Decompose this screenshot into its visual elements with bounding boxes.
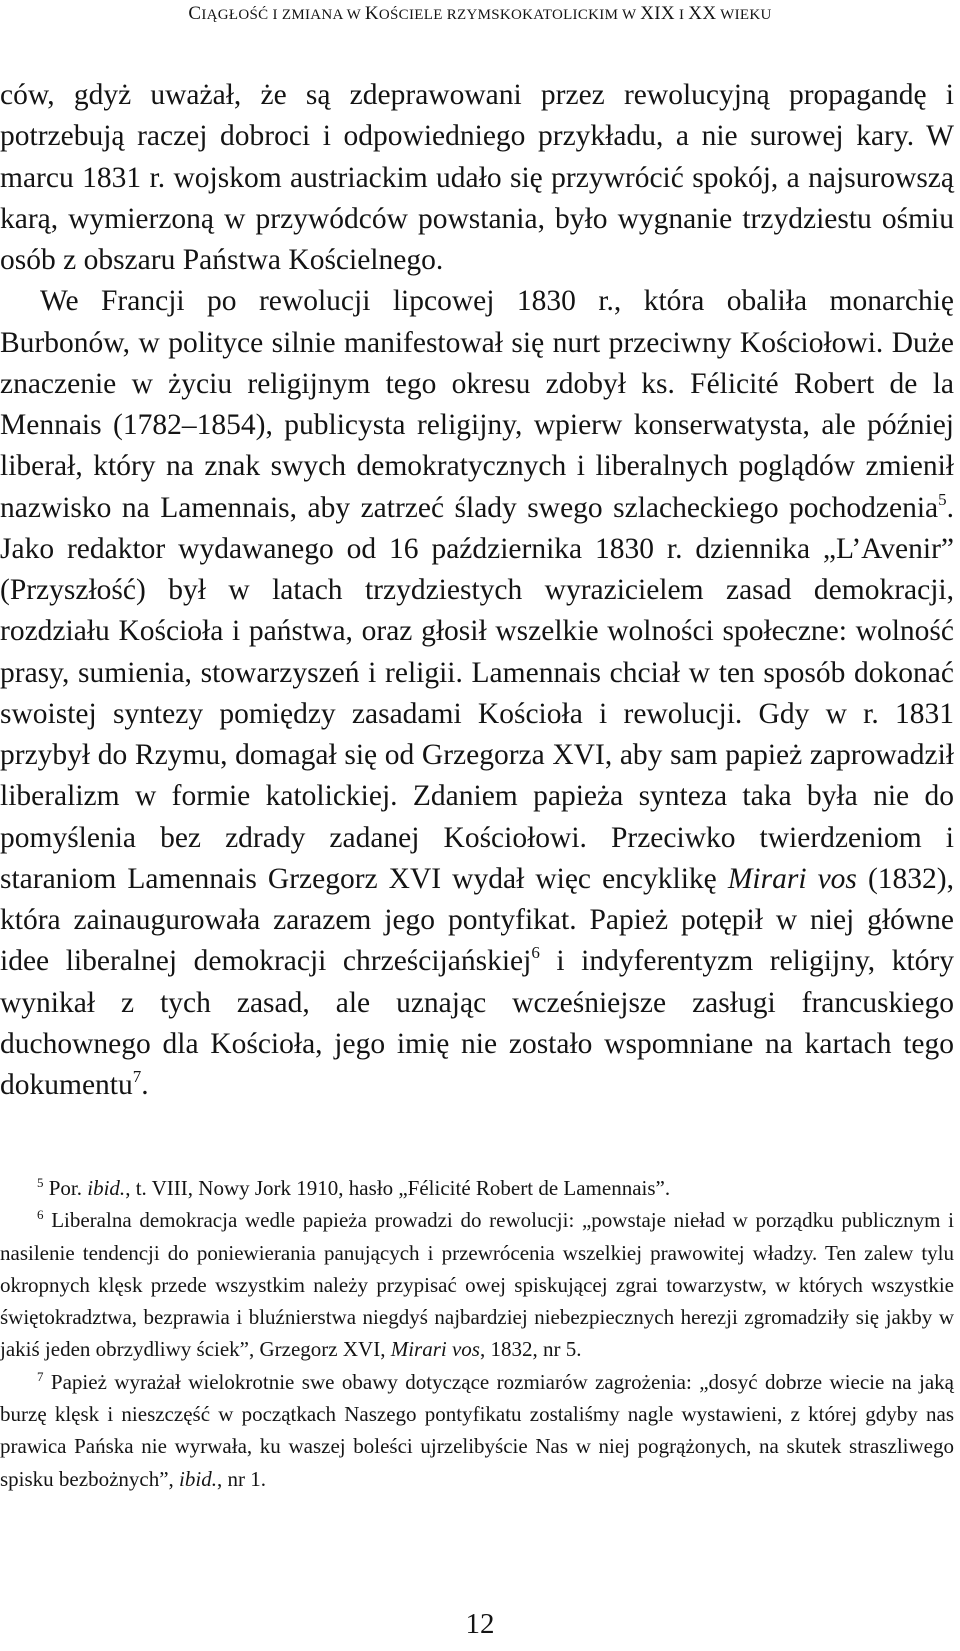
footnote [0, 1204, 954, 1365]
body-paragraph [0, 281, 954, 1106]
header-title-part: XIX [640, 3, 675, 24]
running-header [0, 0, 960, 29]
main-text [0, 75, 954, 1106]
header-title-part: I [674, 7, 689, 23]
italic-text: Mirari vos [390, 1337, 480, 1362]
footnote [0, 1366, 954, 1495]
footnotes [0, 1172, 954, 1495]
text-run: (1832), która zainaugurowała zarazem jego pontyfikat. Papież potępił w niej główne idee liberalnej demokracji chrześcijańskiej [0, 862, 955, 978]
text-run: i indyferentyzm religijny, który wynikał z tych zasad, ale uznając wcześniejsze zasługi francuskiego duchownego dla Kościoła, jego imię nie zostało wspomniane na kartach tego dokumentu [0, 945, 954, 1101]
footnote-reference: 7 [37, 1368, 44, 1384]
italic-text: ibid. [87, 1176, 126, 1200]
text-run: Liberalna demokracja wedle papieża prowadzi do rewolucji: „powstaje nieład w porządku publicznym i nasilenie tendencji do poniewierania panujących i przewrócenia wszelkiej prawowitej władzy. Ten zalew tylu okropnych klęsk przede wszystkim należy przypisać owej spiskującej zgrai towarzystw, w których wszystkie świętokradztwa, bezprawia i bluźnierstwa niegdyś najbardziej niebezpiecznych herezji zgromadziły się jakby w jakiś jeden obrzydliwy ściek”, Grzegorz XVI, [0, 1208, 954, 1362]
text-run: , nr 1. [216, 1466, 266, 1491]
text-run: ców, gdyż uważał, że są zdeprawowani przez rewolucyjną propagandę i potrzebują raczej dobroci i odpowiedniego przykładu, a nie surowej kary. W marcu 1831 r. wojskom austriackim udało się przywrócić spokój, a najsurowszą karą, wymierzoną w przywódców powstania, było wygnanie trzydziestu ośmiu osób z obszaru Państwa Kościelnego. [0, 79, 954, 276]
header-title-part: C [188, 3, 202, 24]
body-paragraph [0, 75, 954, 281]
text-run: , t. VIII, Nowy Jork 1910, hasło „Félicité Robert de Lamennais”. [125, 1176, 671, 1200]
text-run: , 1832, nr 5. [479, 1337, 582, 1362]
footnote [0, 1172, 954, 1204]
footnote-reference: 6 [531, 943, 540, 963]
italic-text: Mirari vos [727, 862, 857, 895]
text-run: Por. [43, 1176, 88, 1200]
footnote-reference: 6 [37, 1207, 44, 1223]
header-title-part: XX [688, 3, 717, 24]
text-run: Papież wyrażał wielokrotnie swe obawy dotyczące rozmiarów zagrożenia: „dosyć dobrze wiecie na jaką burzę klęsk i nieszczęść w początkach Naszego pontyfikatu zostaliśmy nagle wystawieni, z której gdyby nas prawica Pańska nie wyrwała, ku waszej boleści ujrzelibyście Nas w niej pogrążonych, na skutek straszliwego spisku bezbożnych”, [0, 1369, 954, 1491]
header-title-part: IĄGŁOŚĆ I ZMIANA W [201, 7, 365, 23]
header-title-part: WIEKU [716, 7, 772, 23]
header-title-part: OŚCIELE RZYMSKOKATOLICKIM W [378, 7, 641, 23]
footnote-reference: 7 [132, 1067, 142, 1086]
page-number: 12 [465, 1608, 495, 1640]
text-run: . [141, 1069, 149, 1101]
footnote-reference: 5 [37, 1175, 44, 1190]
footnote-reference: 5 [938, 489, 947, 509]
text-run: . Jako redaktor wydawanego od 16 października 1830 r. dziennika „L’Avenir” (Przyszłość) był w latach trzydziestych wyrazicielem zasad demokracji, rozdziału Kościoła i państwa, oraz głosił wszelkie wolności społeczne: wolność prasy, sumienia, stowarzyszeń i religii. Lamennais chciał w ten sposób dokonać swoistej syntezy pomiędzy zasadami Kościoła i rewolucji. Gdy w r. 1831 przybył do Rzymu, domagał się od Grzegorza XVI, aby sam papież zaprowadził liberalizm w formie katolickiej. Zdaniem papieża synteza taka była nie do pomyślenia bez zdrady zadanej Kościołowi. Przeciwko twierdzeniom i staraniom Lamennais Grzegorz XVI wydał więc encyklikę [0, 491, 954, 895]
italic-text: ibid. [179, 1466, 217, 1491]
text-run: We Francji po rewolucji lipcowej 1830 r., która obaliła monarchię Burbonów, w polityce silnie manifestował się nurt przeciwny Kościołowi. Duże znaczenie w życiu religijnym tego okresu zdobył ks. Félicité Robert de la Mennais (1782–1854), publicysta religijny, wpierw konserwatysta, ale później liberał, który na znak swych demokratycznych i liberalnych poglądów zmienił nazwisko na Lamennais, aby zatrzeć ślady swego szlacheckiego pochodzenia [0, 285, 954, 524]
header-title-part: K [364, 3, 379, 24]
